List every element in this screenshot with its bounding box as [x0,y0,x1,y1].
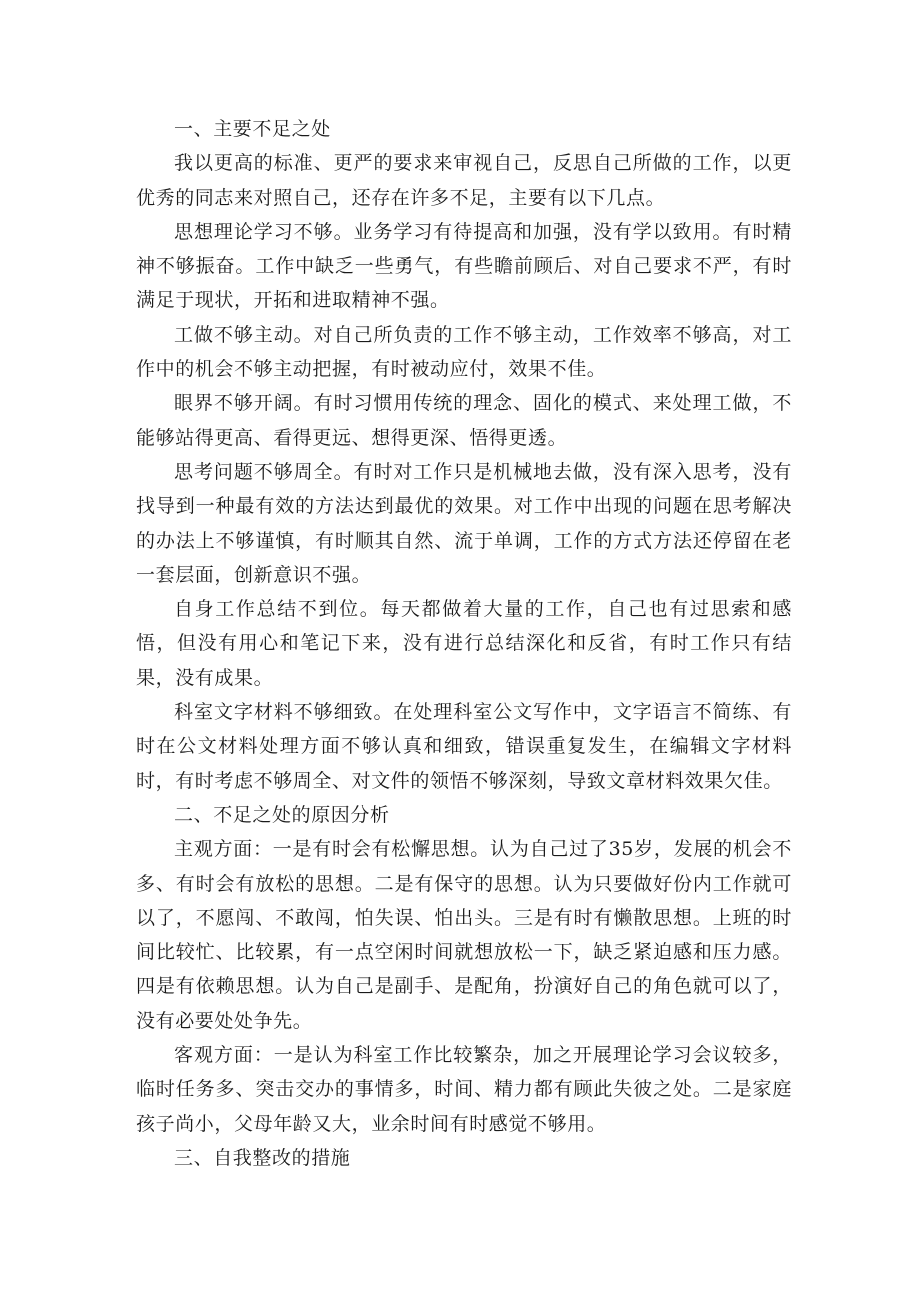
paragraph-subjective: 主观方面：一是有时会有松懈思想。认为自己过了35岁，发展的机会不多、有时会有放松的思想。二是有保守的思想。认为只要做好份内工作就可以了，不愿闯、不敢闯，怕失误、怕出头。三是有时有懒散思想。上班的时间比较忙、比较累，有一点空闲时间就想放松一下，缺乏紧迫感和压力感。四是有依赖思想。认为自己是副手、是配角，扮演好自己的角色就可以了，没有必要处处争先。 [136,838,792,1032]
paragraph-intro: 我以更高的标准、更严的要求来审视自己，反思自己所做的工作，以更优秀的同志来对照自己，还存在许多不足，主要有以下几点。 [136,152,792,209]
paragraph-thinking: 思考问题不够周全。有时对工作只是机械地去做，没有深入思考，没有找导到一种最有效的方法达到最优的效果。对工作中出现的问题在思考解决的办法上不够谨慎，有时顺其自然、流于单调，工作的方式方法还停留在老一套层面，创新意识不强。 [136,460,792,586]
section-heading-1: 一、主要不足之处 [174,118,331,140]
section-heading-2: 二、不足之处的原因分析 [174,803,390,826]
paragraph-initiative: 工做不够主动。对自己所负责的工作不够主动，工作效率不够高，对工作中的机会不够主动把握，有时被动应付，效果不佳。 [136,323,792,381]
section-heading-3: 三、自我整改的措施 [174,1146,351,1169]
document-body [136,112,792,1175]
paragraph-summary: 自身工作总结不到位。每天都做着大量的工作，自己也有过思索和感悟，但没有用心和笔记下来，没有进行总结深化和反省，有时工作只有结果，没有成果。 [136,598,792,689]
paragraph-writing: 科室文字材料不够细致。在处理科室公文写作中，文字语言不简练、有时在公文材料处理方面不够认真和细致，错误重复发生，在编辑文字材料时，有时考虑不够周全、对文件的领悟不够深刻，导致文章材料效果欠佳。 [136,701,792,792]
paragraph-theory-study: 思想理论学习不够。业务学习有待提高和加强，没有学以致用。有时精神不够振奋。工作中缺乏一些勇气，有些瞻前顾后、对自己要求不严，有时满足于现状，开拓和进取精神不强。 [136,220,792,312]
paragraph-objective: 客观方面：一是认为科室工作比较繁杂，加之开展理论学习会议较多，临时任务多、突击交办的事情多，时间、精力都有顾此失彼之处。二是家庭孩子尚小，父母年龄又大，业余时间有时感觉不够用。 [136,1044,792,1135]
paragraph-vision: 眼界不够开阔。有时习惯用传统的理念、固化的模式、来处理工做，不能够站得更高、看得更远、想得更深、悟得更透。 [136,392,792,449]
